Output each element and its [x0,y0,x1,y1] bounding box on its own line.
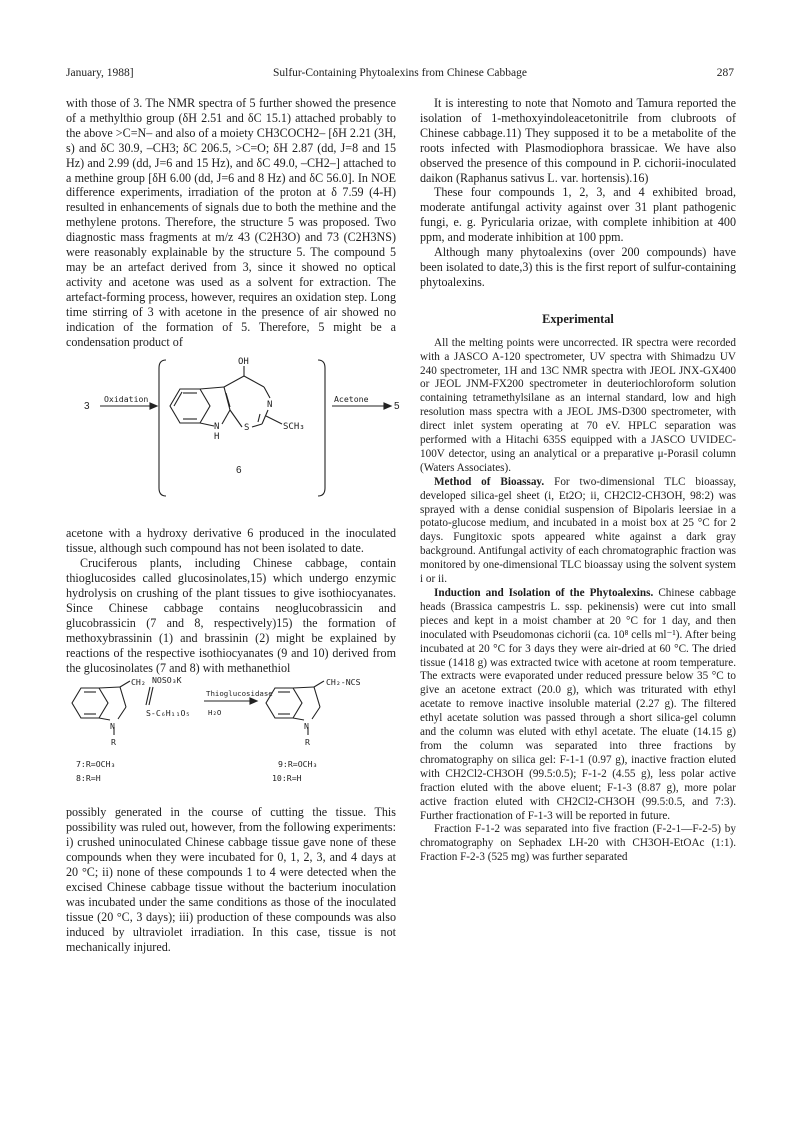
bioassay-text: For two-dimensional TLC bioassay, developed silica-gel sheet (i, Et2O; ii, CH2Cl2-CH3OH, 98:2) was sprayed with a dense conidial suspension of Bipolaris leersiae in a potato-glucose medium, and incubated in a moist box at 25 °C for 2 days. Fungitoxic spots appeared white against a dark gray background. Antifungal activity of each chromatographic fraction was monitored by one-dimensional TLC bioassay using the solvent system i or ii. [420,475,736,586]
compound-9-label: 9:R=OCH₃ [278,759,318,770]
reaction-scheme-2 [66,675,396,801]
ring-s-label: S [244,423,250,434]
acetone-label: Acetone [334,394,369,405]
reactant-number: 3 [84,401,90,413]
ring-n-label: N [267,400,273,411]
indole-nh-label: N [214,422,220,433]
isolation-text: Chinese cabbage heads (Brassica campestris L. ssp. pekinensis) were cut into small pieces and kept in a moist chamber at 20 °C for 1 day, and then inoculated with Pseudomonas cichorii (ca. 10⁸ cells ml⁻¹). After being incubated at 20 °C for 3 days they were air-dried at 60 °C. The dried tissue (1418 g) was extracted twice with acetone at room temperature. The extracts were evaporated under reduced pressure below 35 °C to give an acetone extract (20.0 g), which was triturated with ethyl acetate to remove inactive insoluble material (2.27 g). The filtered ethyl acetate solution was passed through a short silica-gel column and the column was eluted with ethyl acetate. The eluate (14.15 g) from the column was separated into three fractions by chromatography on silica gel: F-1-1 (0.97 g), inactive fraction eluted with CH2Cl2-CH3OH (99.5:0.5); F-1-2 (4.55 g), less polar active fraction eluted with the above eluent; F-1-3 (8.87 g), more polar active fraction eluted with CH2Cl2-CH3OH (99.5:0.5, and 7:3). Further fractionation of F-1-3 will be reported in future. [420,587,737,822]
right-r-label: R [305,737,310,748]
enzyme-label: Thioglucosidase [206,689,273,699]
paragraph-instruments: All the melting points were uncorrected. IR spectra were recorded with a JASCO A-120 spectrometer, UV spectra with Shimadzu UV 240 spectrometer, 1H and 13C NMR spectra with JEOL JNX-GX400 or JEOL JNM-FX200 spectrometer in deuteriochloroform solution containing tetramethylsilane as an internal standard, low and high resolution mass spectra with a JEOL JMS-D300 spectrometer, with direct inlet system operating at 70 eV. HPLC separation was performed with a Hitachi 635S equipped with a JASCO UVIDEC-100V detector, using an analytical or a preparative μ-Porasil column (Waters Associates). [420,336,736,474]
paragraph-fraction: Fraction F-1-2 was separated into five fraction (F-2-1—F-2-5) by chromatography on Sephadex LH-20 with CH3OH-EtOAc (1:1). Fraction F-2-3 (525 mg) was further separated [420,823,736,864]
right-n-label: N [304,721,309,732]
isolation-title: Induction and Isolation of the Phytoalexins. [434,587,654,599]
product-number: 5 [394,401,400,413]
compound-8-label: 8:R=H [76,773,101,784]
paragraph-first-report: Although many phytoalexins (over 200 compounds) have been isolated to date,3) this is the first report of sulfur-containing phytoalexins. [420,245,736,289]
thioglucose-label: S-C₆H₁₁O₅ [146,708,191,719]
compound-7-label: 7:R=OCH₃ [76,759,116,770]
isothiocyanate-label: CH₂-NCS [326,677,361,688]
oxidation-label: Oxidation [104,394,149,405]
left-column [66,96,400,955]
left-r-label: R [111,737,116,748]
left-n-label: N [110,721,115,732]
sch3-label: SCH₃ [283,422,305,433]
page-number: 287 [716,67,734,79]
header-date: January, 1988] [66,67,134,79]
bioassay-title: Method of Bioassay. [434,475,545,488]
paragraph-nomoto: It is interesting to note that Nomoto and Tamura reported the isolation of 1-methoxyindoleacetonitrile from clubroots of Chinese cabbage.11) They supposed it to be a metabolite of the roots infected with Plasmodiophora brassicae. We have also observed the presence of this compound in P. cichorii-inoculated daikon (Raphanus sativus L. var. hortensis).16) [420,96,736,185]
reaction-scheme-1 [66,354,400,524]
water-label: H₂O [208,708,222,718]
compound-6-label: 6 [236,465,242,477]
indole-h-label: H [214,432,220,443]
paragraph-cruciferous: Cruciferous plants, including Chinese cabbage, contain thioglucosides called glucosinolates,15) which undergo enzymic hydrolysis on crushing of the plant tissues to give isothiocyanates. Since Chinese cabbage contains neoglucobrassicin and glucobrassicin (7 and 8, respectively)15) the formation of methoxybrassinin (1) and brassinin (2) might be explained by reactions of the respective isothiocyanates (9 and 10) derived from the glucosinolates (7 and 8) with methanethiol [66,556,396,675]
scheme-1-drawing [66,354,396,524]
oh-label: OH [238,357,249,368]
noso3k-label: NOSO₃K [152,675,182,686]
paragraph-nmr: with those of 3. The NMR spectra of 5 further showed the presence of a methylthio group (δH 2.51 and δC 15.1) attached probably to the above >C=N– and also of a moiety CH3COCH2– [δH 2.21 (3H, s) and δC 30.9, –CH3; δC 206.5, >C=O; δH 2.87 (dd, J=8 and 15 Hz) and 2.99 (dd, J=6 and 15 Hz), and δC 49.0, –CH2–] attached to a methine group [δH 6.00 (dd, J=6 and 8 Hz) and δC 56.0]. In NOE difference experiments, irradiation of the proton at δ 7.59 (4-H) resulted in enhancements of signals due to both the methine and the methylene protons. Therefore, the structure 5 was proposed. Two diagnostic mass fragments at m/z 43 (C2H3O) and 73 (C2H3NS) were reasonably explainable by the structure 5. The compound 5 may be an artefact derived from 3, since it showed no optical activity and acetone was used as a solvent for extraction. The artefact-forming process, however, requires an oxidation step. Long time stirring of 3 with acetone in the presence of air showed no indication of the formation of 5. Therefore, 5 might be a condensation product of [66,96,396,349]
paragraph-isolation [420,587,736,823]
running-header [66,67,734,83]
paragraph-experiments: possibly generated in the course of cutting the tissue. This possibility was ruled out, however, from the following experiments: i) crushed uninoculated Chinese cabbage tissue gave none of these compounds when they were incubated for 0, 1, 2, 3, and 4 days at 20 °C; ii) none of these compounds 1 to 4 were detected when the excised Chinese cabbage tissue without the bacterium inoculation was incubated under the same conditions as those of the inoculated tissue (20 °C, 3 days); iii) production of these compounds was also induced by ultraviolet irradiation. In this case, tissue is not mechanically injured. [66,805,396,954]
header-title: Sulfur-Containing Phytoalexins from Chinese Cabbage [272,67,527,79]
paragraph-antifungal: These four compounds 1, 2, 3, and 4 exhibited broad, moderate antifungal activity against over 31 plant pathogenic fungi, e. g. Pyricularia orizae, with complete inhibition at 400 ppm, and moderate inhibition at 100 ppm. [420,185,736,245]
paragraph-acetone: acetone with a hydroxy derivative 6 produced in the inoculated tissue, although such compound has not been isolated to date. [66,526,396,556]
ch2-label: CH₂ [131,677,146,688]
section-heading-experimental: Experimental [542,311,614,326]
right-column [420,96,736,865]
paragraph-bioassay [420,476,736,587]
compound-10-label: 10:R=H [272,773,302,784]
